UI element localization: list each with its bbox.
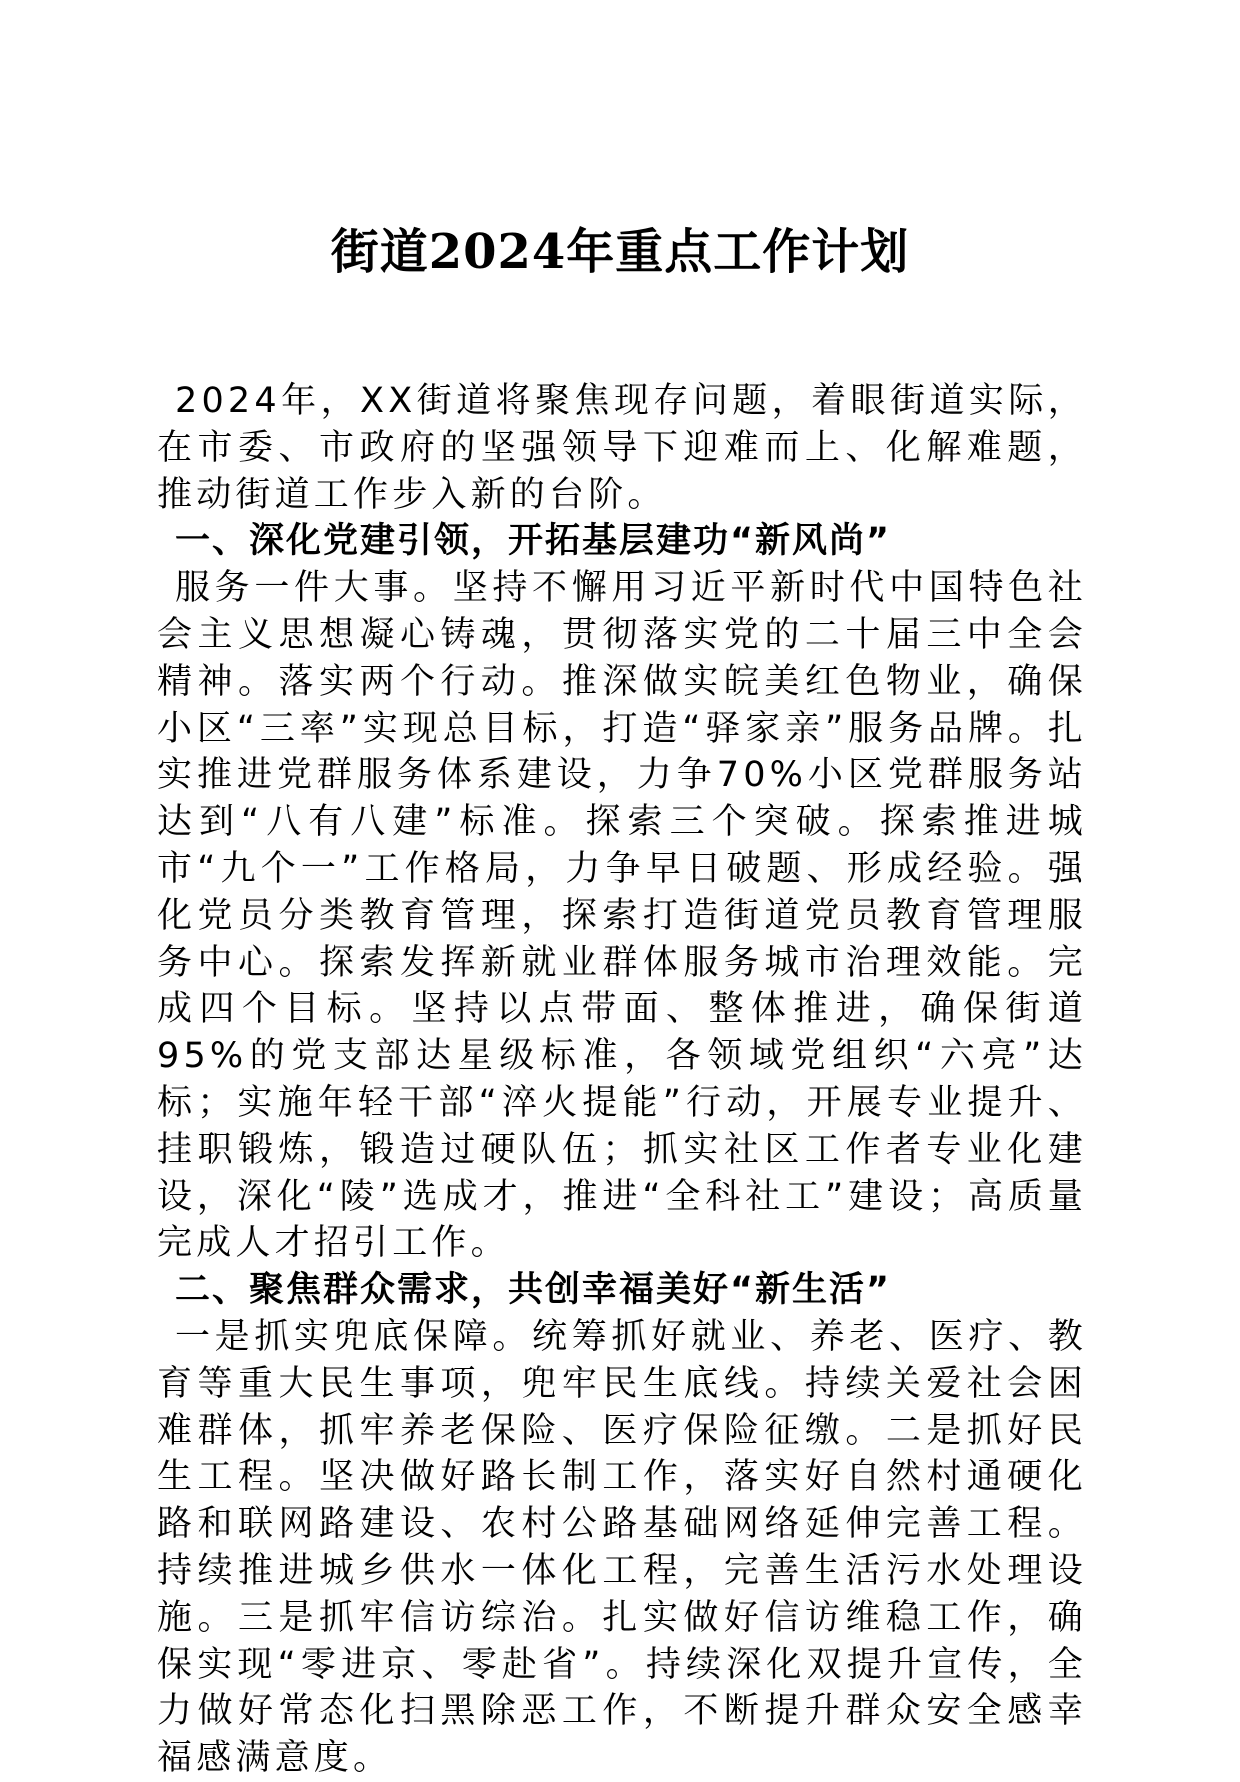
section-1-paragraph: 服务一件大事。坚持不懈用习近平新时代中国特色社会主义思想凝心铸魂，贯彻落实党的二十届三中全会精神。落实两个行动。推深做实皖美红色物业，确保小区“三率”实现总目标，打造“驿家亲”服务品牌。扎实推进党群服务体系建设，力争70%小区党群服务站达到“八有八建”标准。探索三个突破。探索推进城市“九个一”工作格局，力争早日破题、形成经验。强化党员分类教育管理，探索打造街道党员教育管理服务中心。探索发挥新就业群体服务城市治理效能。完成四个目标。坚持以点带面、整体推进，确保街道95%的党支部达星级标准，各领域党组织“六亮”达标；实施年轻干部“淬火提能”行动，开展专业提升、挂职锻炼，锻造过硬队伍；抓实社区工作者专业化建设，深化“陵”选成才，推进“全科社工”建设；高质量完成人才招引工作。 (157, 568, 1087, 1264)
section-2-paragraph: 一是抓实兜底保障。统筹抓好就业、养老、医疗、教育等重大民生事项，兜牢民生底线。持续关爱社会困难群体，抓牢养老保险、医疗保险征缴。二是抓好民生工程。坚决做好路长制工作，落实好自然村通硬化路和联网路建设、农村公路基础网络延伸完善工程。持续推进城乡供水一体化工程，完善生活污水处理设施。三是抓牢信访综治。扎实做好信访维稳工作，确保实现“零进京、零赴省”。持续深化双提升宣传，全力做好常态化扫黑除恶工作，不断提升群众安全感幸福感满意度。 (157, 1316, 1087, 1779)
document-title: 街道2024年重点工作计划 (330, 224, 910, 280)
section-2-heading: 二、聚焦群众需求，共创幸福美好“新生活” (175, 1270, 892, 1311)
document-body (157, 378, 1087, 1782)
section-1-heading: 一、深化党建引领，开拓基层建功“新风尚” (175, 521, 892, 562)
intro-paragraph: 2024年，XX街道将聚焦现存问题，着眼街道实际，在市委、市政府的坚强领导下迎难而上、化解难题，推动街道工作步入新的台阶。 (157, 381, 1087, 515)
